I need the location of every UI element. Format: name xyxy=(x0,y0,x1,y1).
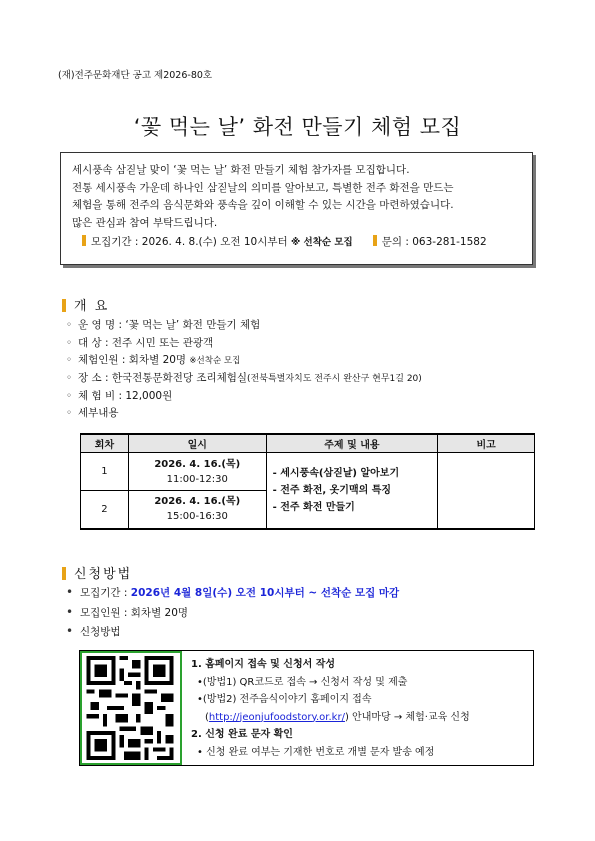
session-remark xyxy=(438,453,535,529)
list-item: ◦ 운 영 명 : ‘꽃 먹는 날’ 화전 만들기 체험 xyxy=(66,319,261,331)
overview-list xyxy=(66,317,422,423)
period-note: ※ 선착순 모집 xyxy=(291,237,353,248)
intro-info xyxy=(72,234,522,252)
session-time: 15:00-16:30 xyxy=(166,511,228,523)
session-number: 1 xyxy=(81,453,129,491)
apply-steps xyxy=(191,656,470,761)
apply-heading-text: 신청방법 xyxy=(74,567,133,582)
intro-line: 체험을 통해 전주의 음식문화와 풍속을 깊이 이해할 수 있는 시간을 마련하였습니다. xyxy=(72,199,454,211)
page-title: ‘꽃 먹는 날’ 화전 만들기 체험 모집 xyxy=(133,115,462,139)
apply-period-value: 2026년 4월 8일(수) 오전 10시부터 ~ 선착순 모집 마감 xyxy=(130,587,400,599)
col-header: 주제 및 내용 xyxy=(266,434,438,453)
session-number: 2 xyxy=(81,491,129,529)
intro-line: 세시풍속 삼짇날 맞이 ‘꽃 먹는 날’ 화전 만들기 체험 참가자를 모집합니다. xyxy=(72,164,410,176)
intro-period xyxy=(82,234,353,252)
step-1-title: 1. 홈페이지 접속 및 신청서 작성 xyxy=(191,659,336,670)
accent-bar xyxy=(373,235,377,246)
apply-list xyxy=(66,584,399,641)
session-datetime xyxy=(128,453,266,491)
accent-bar xyxy=(62,567,66,580)
accent-bar xyxy=(82,235,86,246)
accent-bar xyxy=(62,299,66,312)
col-header: 일시 xyxy=(128,434,266,453)
list-item: ◦ 장 소 : 한국전통문화전당 조리체험실(전북특별자치도 전주시 완산구 현무1길 20) xyxy=(66,372,422,385)
apply-steps-box xyxy=(79,650,534,766)
intro-line: 많은 관심과 참여 부탁드립니다. xyxy=(72,216,218,229)
session-date: 2026. 4. 16.(목) xyxy=(154,496,241,508)
session-datetime xyxy=(128,491,266,529)
step-2-title: 2. 신청 완료 문자 확인 xyxy=(191,729,293,740)
notice-number: (재)전주문화재단 공고 제2026-80호 xyxy=(58,70,213,81)
qr-code-frame xyxy=(80,651,182,765)
intro-contact xyxy=(373,234,487,252)
session-date: 2026. 4. 16.(목) xyxy=(154,458,241,470)
contact-text: 문의 : 063-281-1582 xyxy=(381,236,487,248)
list-item: • 모집기간 : 2026년 4월 8일(수) 오전 10시부터 ~ 선착순 모집 마감 xyxy=(66,585,400,599)
session-contents xyxy=(266,453,438,529)
content-item: - 전주 화전 만들기 xyxy=(272,501,355,513)
content-item: - 전주 화전, 옷기맥의 특징 xyxy=(272,484,392,496)
homepage-link[interactable]: http://jeonjufoodstory.or.kr/ xyxy=(208,711,345,723)
list-item: ◦ 대 상 : 전주 시민 또는 관광객 xyxy=(66,336,214,349)
intro-box xyxy=(60,152,533,265)
list-item: ◦ 체 험 비 : 12,000원 xyxy=(66,389,173,402)
qr-code-icon[interactable] xyxy=(86,656,174,760)
col-header: 회차 xyxy=(81,434,129,453)
period-text: 모집기간 : 2026. 4. 8.(수) 오전 10시부터 xyxy=(91,236,288,248)
session-time: 11:00-12:30 xyxy=(166,473,228,485)
list-item: ◦ 체험인원 : 회차별 20명 ※선착순 모집 xyxy=(66,354,241,367)
step-2-detail: • 신청 완료 여부는 기재한 번호로 개별 문자 발송 예정 xyxy=(197,746,435,758)
overview-heading-text: 개 요 xyxy=(74,299,110,314)
table-header-row xyxy=(81,434,535,453)
list-item: • 모집인원 : 회차별 20명 xyxy=(66,604,189,619)
schedule-table xyxy=(80,433,535,530)
step-1-link-line: (http://jeonjufoodstory.or.kr/) 안내마당 → 체험·교육 신청 xyxy=(205,711,470,723)
col-header: 비고 xyxy=(438,434,535,453)
list-item: • 신청방법 xyxy=(66,624,121,639)
step-1-method-2: •(방법2) 전주음식이야기 홈페이지 접속 xyxy=(197,694,372,705)
step-1-method-1: •(방법1) QR코드로 접속 → 신청서 작성 및 제출 xyxy=(197,676,408,688)
table-row xyxy=(81,453,535,491)
content-item: - 세시풍속(삼짇날) 알아보기 xyxy=(272,467,400,479)
intro-line: 전통 세시풍속 가운데 하나인 삼짇날의 의미를 알아보고, 특별한 전주 화전을 만드는 xyxy=(72,181,454,194)
apply-heading xyxy=(62,563,132,582)
overview-heading xyxy=(62,295,109,314)
list-item: ◦ 세부내용 xyxy=(66,407,119,420)
